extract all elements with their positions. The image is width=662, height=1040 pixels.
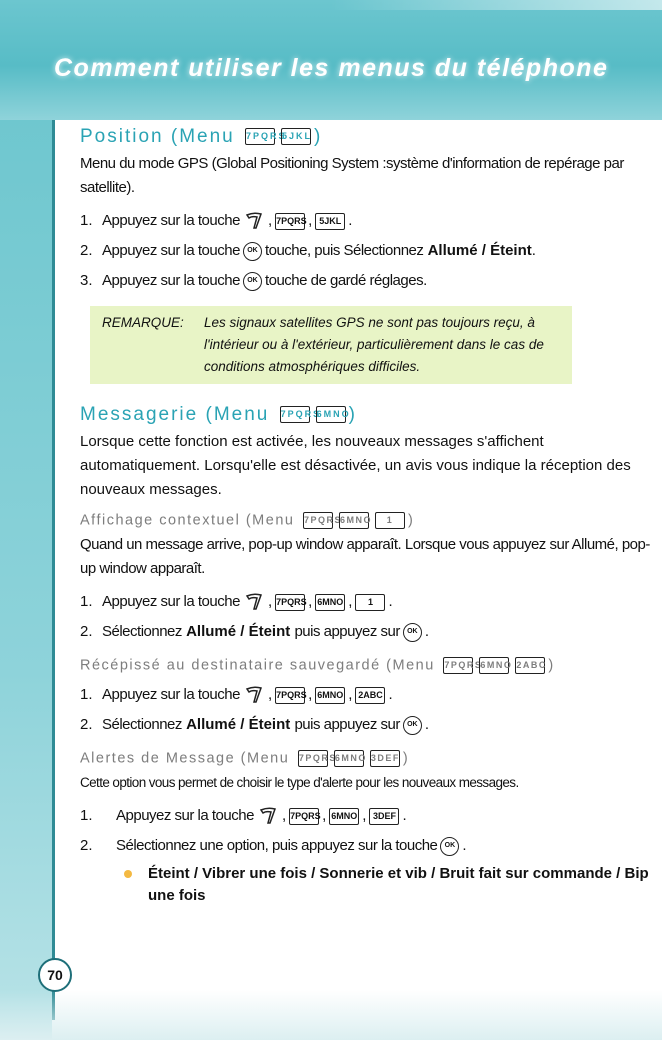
step: 1. Appuyez sur la touche , 7PQRS , 6MNO , 2ABC . <box>80 680 655 710</box>
title-text: Alertes de Message (Menu <box>80 750 290 767</box>
model-name: LG5400 <box>86 966 148 982</box>
step-text: Appuyez sur la touche <box>102 272 240 289</box>
alertes-intro: Cette option vous permet de choisir le type d'alerte pour les nouveaux messages. <box>80 775 519 790</box>
step-option: Allumé / Éteint <box>427 242 532 259</box>
page-number: 70 <box>38 958 72 992</box>
ok-key-icon: OK <box>403 716 422 735</box>
position-intro: Menu du mode GPS (Global Positioning System :système d'information de repérage par satellite). <box>80 155 624 196</box>
key-3-icon: 3DEF <box>370 750 400 767</box>
key-5-icon: 5JKL <box>315 213 345 230</box>
bottom-fade <box>0 990 662 1040</box>
step-number: 2. <box>80 837 93 854</box>
step-text: Appuyez sur la touche <box>102 212 240 229</box>
menu-key-icon <box>244 685 264 705</box>
section-title-messagerie <box>80 404 655 426</box>
bullet-dot-icon <box>124 870 132 878</box>
step-number: 3. <box>80 272 93 289</box>
ok-key-icon: OK <box>403 623 422 642</box>
step-number: 1. <box>80 807 93 824</box>
step: 2. Sélectionnez Allumé / Éteint puis appuyez sur OK . <box>80 617 655 647</box>
ok-key-icon: OK <box>440 837 459 856</box>
step <box>80 266 655 296</box>
messagerie-intro: Lorsque cette fonction est activée, les nouveaux messages s'affichent automatiquement. Lorsqu'elle est désactivée, un avis vous indique la réception des nouveaux messages. <box>80 433 631 498</box>
subsection-title-recepisse <box>80 657 655 674</box>
title-text: Affichage contextuel (Menu <box>80 512 295 529</box>
title-end: ) <box>402 750 410 767</box>
note-label: REMARQUE: <box>102 315 184 330</box>
step-text: Appuyez sur la touche <box>102 686 240 703</box>
key-5-icon: 5JKL <box>281 128 311 145</box>
alertes-steps <box>80 801 655 861</box>
title-end: ) <box>348 404 357 425</box>
menu-key-icon <box>244 211 264 231</box>
side-line <box>52 120 55 1020</box>
step: 1. Appuyez sur la touche , 7PQRS , 6MNO , 3DEF . <box>80 801 655 831</box>
key-1-icon: 1 <box>355 594 385 611</box>
step-text: touche, puis Sélectionnez <box>264 242 424 259</box>
key-7-icon: 7PQRS <box>298 750 328 767</box>
key-6-icon: 6MNO <box>315 687 345 704</box>
side-band <box>0 120 52 1040</box>
key-7-icon: 7PQRS <box>280 406 310 423</box>
menu-key-icon <box>244 592 264 612</box>
note-text: Les signaux satellites GPS ne sont pas toujours reçu, à l'intérieur ou à l'extérieur, particulièrement dans le cas de conditions atmosphériques difficiles. <box>204 315 544 374</box>
key-7-icon: 7PQRS <box>443 657 473 674</box>
alert-options-text: Éteint / Vibrer une fois / Sonnerie et vib / Bruit fait sur commande / Bip une fois <box>148 865 649 904</box>
step-text: Appuyez sur la touche <box>116 807 254 824</box>
step-text: puis appuyez sur <box>294 716 400 733</box>
step-text: Sélectionnez une option, puis appuyez sur la touche <box>116 837 438 854</box>
step-text: Appuyez sur la touche <box>102 242 240 259</box>
ok-key-icon: OK <box>243 272 262 291</box>
key-2-icon: 2ABC <box>515 657 545 674</box>
title-end: ) <box>407 512 415 529</box>
step: 2. Sélectionnez une option, puis appuyez sur la touche OK . <box>80 831 655 861</box>
key-2-icon: 2ABC <box>355 687 385 704</box>
step: 2. Appuyez sur la touche OK touche, puis Sélectionnez Allumé / Éteint . <box>80 236 655 266</box>
position-steps <box>80 206 655 296</box>
title-end: ) <box>314 126 323 147</box>
subsection-title-affichage <box>80 512 655 529</box>
step-number: 2. <box>80 716 93 733</box>
key-6-icon: 6MNO <box>334 750 364 767</box>
menu-key-icon <box>258 806 278 826</box>
content <box>80 120 655 907</box>
key-3-icon: 3DEF <box>369 808 399 825</box>
recepisse-steps <box>80 680 655 740</box>
step-number: 1. <box>80 593 93 610</box>
step-option: Allumé / Éteint <box>186 623 291 640</box>
title-text: Messagerie (Menu <box>80 404 270 425</box>
key-7-icon: 7PQRS <box>289 808 319 825</box>
key-7-icon: 7PQRS <box>275 687 305 704</box>
note-box <box>90 306 572 384</box>
step-text: Sélectionnez <box>102 716 182 733</box>
key-7-icon: 7PQRS <box>275 594 305 611</box>
step-text: Appuyez sur la touche <box>102 593 240 610</box>
key-1-icon: 1 <box>375 512 405 529</box>
step: 1. Appuyez sur la touche , 7PQRS , 6MNO , 1 . <box>80 587 655 617</box>
key-6-icon: 6MNO <box>339 512 369 529</box>
step-number: 2. <box>80 242 93 259</box>
subsection-title-alertes <box>80 750 655 767</box>
step-text: touche de gardé réglages. <box>264 272 427 289</box>
step-number: 1. <box>80 212 93 229</box>
header-stripe <box>330 0 662 10</box>
title-text: Position (Menu <box>80 126 235 147</box>
ok-key-icon: OK <box>243 242 262 261</box>
section-title-position <box>80 126 655 148</box>
alert-options-bullet <box>124 863 655 907</box>
key-6-icon: 6MNO <box>329 808 359 825</box>
title-end: ) <box>548 657 555 674</box>
key-7-icon: 7PQRS <box>245 128 275 145</box>
step-number: 2. <box>80 623 93 640</box>
step-text: puis appuyez sur <box>294 623 400 640</box>
affichage-steps <box>80 587 655 647</box>
page-heading: Comment utiliser les menus du téléphone <box>54 54 609 82</box>
key-7-icon: 7PQRS <box>275 213 305 230</box>
step: 1. Appuyez sur la touche , 7PQRS , 5JKL . <box>80 206 655 236</box>
step: 2. Sélectionnez Allumé / Éteint puis appuyez sur OK . <box>80 710 655 740</box>
affichage-intro: Quand un message arrive, pop-up window apparaît. Lorsque vous appuyez sur Allumé, pop-up window apparaît. <box>80 536 650 577</box>
step-text: Sélectionnez <box>102 623 182 640</box>
key-6-icon: 6MNO <box>316 406 346 423</box>
title-text: Récépissé au destinataire sauvegardé (Menu <box>80 657 435 674</box>
step-number: 1. <box>80 686 93 703</box>
key-6-icon: 6MNO <box>479 657 509 674</box>
key-7-icon: 7PQRS <box>303 512 333 529</box>
step-option: Allumé / Éteint <box>186 716 291 733</box>
key-6-icon: 6MNO <box>315 594 345 611</box>
